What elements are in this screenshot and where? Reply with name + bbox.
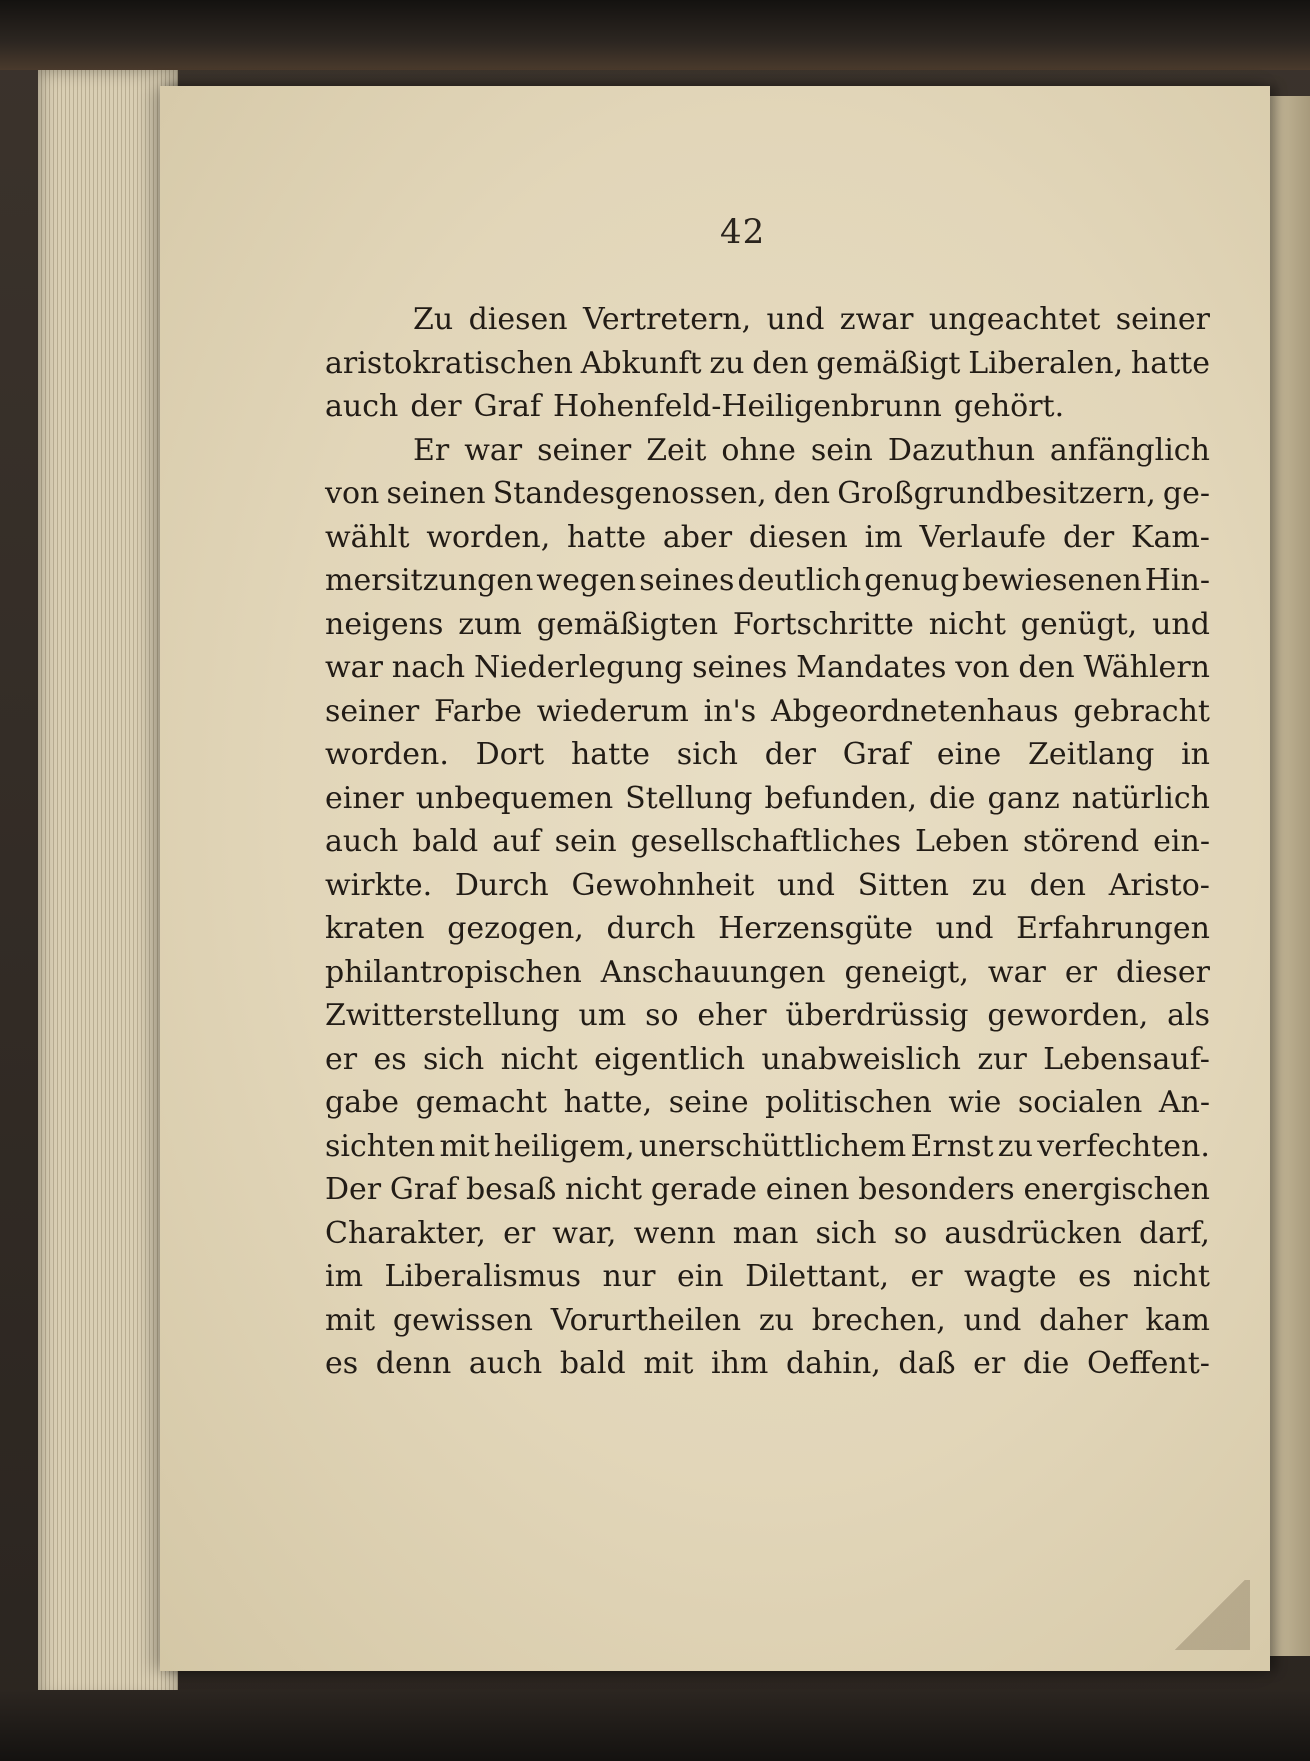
text-word: zu: [971, 867, 1007, 903]
text-word: dahin,: [785, 1346, 881, 1381]
text-word: Anschauungen: [600, 954, 826, 990]
text-word: eine: [936, 737, 1002, 772]
text-word: der: [410, 389, 462, 424]
text-word: daher: [1039, 1302, 1128, 1338]
text-word: so: [893, 1215, 928, 1251]
text-word: wegen: [536, 563, 637, 598]
text-word: störend: [1023, 824, 1140, 859]
text-word: Ernst: [910, 1128, 994, 1164]
text-word: den: [773, 476, 831, 511]
text-word: ungeachtet: [928, 302, 1101, 337]
text-word: mit: [643, 1346, 694, 1381]
text-line: [325, 429, 1210, 473]
text-word: gemäßigt: [816, 345, 961, 381]
text-word: im: [864, 519, 903, 555]
text-word: hatte,: [563, 1085, 653, 1120]
text-word: Zwitterstellung: [325, 998, 560, 1033]
text-word: es: [1078, 1259, 1112, 1294]
text-word: er: [973, 1346, 1006, 1381]
text-word: auch: [325, 824, 399, 859]
text-word: Standesgenossen,: [492, 476, 767, 511]
text-word: seines: [639, 563, 735, 598]
text-word: Graf: [842, 737, 911, 772]
text-line: [325, 951, 1210, 995]
text-word: bald: [559, 1346, 626, 1381]
text-line: [325, 516, 1210, 560]
text-word: es: [373, 1041, 407, 1077]
text-line: [325, 777, 1210, 821]
text-word: denn: [375, 1346, 452, 1381]
text-word: besaß: [465, 1172, 557, 1207]
text-word: in's: [703, 693, 757, 729]
text-word: gehört.: [953, 389, 1065, 424]
text-word: man: [732, 1215, 799, 1251]
text-word: unerschüttlichem: [639, 1128, 907, 1164]
text-word: er: [910, 1259, 943, 1294]
text-word: Großgrundbesitzern,: [837, 476, 1156, 511]
text-word: den: [1018, 650, 1075, 685]
text-word: der: [764, 737, 816, 772]
text-word: Verlaufe: [919, 519, 1047, 555]
text-word: Hohenfeld-Heiligenbrunn: [552, 389, 942, 424]
text-word: wiederum: [536, 693, 689, 729]
text-word: die: [928, 780, 976, 816]
text-line: [325, 733, 1210, 777]
text-word: gemacht: [415, 1085, 548, 1120]
text-word: eigentlich: [594, 1041, 746, 1077]
text-word: sein: [554, 824, 617, 859]
text-word: natürlich: [1071, 780, 1210, 816]
text-word: hatte: [1130, 345, 1210, 381]
text-word: nicht: [500, 1041, 578, 1077]
text-word: An-: [1158, 1085, 1210, 1120]
text-word: Graf: [473, 389, 541, 424]
text-word: seiner: [537, 432, 632, 468]
text-word: zum: [458, 606, 522, 642]
text-word: von: [325, 476, 380, 511]
text-word: seinen: [386, 476, 486, 511]
text-line: [325, 1255, 1210, 1299]
text-word: auch: [325, 389, 399, 424]
text-word: den: [1029, 867, 1086, 903]
text-word: hatte: [567, 519, 647, 555]
text-word: politischen: [765, 1085, 932, 1120]
text-word: Dilettant,: [745, 1259, 889, 1294]
text-word: gesellschaftliches: [630, 824, 902, 859]
text-word: nach: [391, 650, 466, 685]
text-word: Zeit: [646, 432, 707, 468]
text-word: sich: [815, 1215, 877, 1251]
text-word: Herzensgüte: [718, 911, 913, 946]
text-word: Abgeordnetenhaus: [771, 693, 1059, 729]
text-word: ein: [676, 1259, 724, 1294]
text-word: daß: [898, 1346, 956, 1381]
book-cover-bottom: [0, 1690, 1310, 1761]
text-word: philantropischen: [325, 954, 582, 990]
text-word: sich: [676, 737, 738, 772]
text-word: Charakter,: [325, 1215, 486, 1251]
text-word: darf,: [1138, 1215, 1210, 1251]
book-cover-top: [0, 0, 1310, 70]
text-word: Gewohnheit: [571, 867, 755, 903]
text-line: [325, 907, 1210, 951]
body-text: [325, 298, 1210, 1386]
text-word: Zeitlang: [1028, 737, 1155, 772]
text-word: er: [1064, 954, 1097, 990]
text-word: und: [766, 302, 825, 337]
text-word: Vertretern,: [582, 302, 752, 337]
text-word: sich: [423, 1041, 485, 1077]
text-word: bald: [412, 824, 479, 859]
text-word: ihm: [711, 1346, 769, 1381]
text-word: gewissen: [392, 1302, 533, 1338]
text-line: [325, 298, 1210, 342]
text-word: Er: [413, 432, 450, 468]
text-word: zu: [997, 1128, 1033, 1164]
text-word: Farbe: [433, 693, 522, 729]
text-line: [325, 1081, 1210, 1125]
text-word: Graf: [389, 1172, 458, 1207]
text-word: Durch: [454, 867, 549, 903]
text-word: Der: [325, 1172, 382, 1207]
text-word: nicht: [928, 606, 1006, 642]
text-word: der: [1062, 519, 1115, 555]
text-word: auf: [492, 824, 541, 859]
text-line: [325, 1038, 1210, 1082]
text-word: zu: [709, 345, 745, 381]
text-word: wirkte.: [325, 867, 433, 903]
text-line: [325, 646, 1210, 690]
text-word: wagte: [964, 1259, 1057, 1294]
text-word: einen: [765, 1172, 850, 1207]
text-word: Liberalen,: [968, 345, 1124, 381]
text-word: Fortschritte: [732, 606, 914, 642]
page-stack-left: [38, 70, 178, 1700]
page-number: 42: [720, 212, 766, 252]
text-line: [325, 1299, 1210, 1343]
text-word: sein: [810, 432, 873, 468]
text-word: socialen: [1017, 1085, 1143, 1120]
text-word: geneigt,: [844, 954, 969, 990]
text-word: durch: [606, 911, 696, 946]
text-word: war,: [552, 1215, 617, 1251]
text-line: [325, 342, 1210, 386]
text-word: geworden,: [987, 998, 1149, 1033]
text-word: sichten: [325, 1128, 436, 1164]
text-word: Dort: [475, 737, 545, 772]
text-word: Stellung: [625, 780, 753, 816]
text-line: [325, 864, 1210, 908]
text-word: und: [963, 1302, 1022, 1338]
text-word: gemäßigten: [536, 606, 719, 642]
text-word: Erfahrungen: [1016, 911, 1210, 946]
text-word: Hin-: [1144, 563, 1210, 598]
text-line: [325, 385, 1210, 429]
text-line: [325, 994, 1210, 1038]
text-line: [325, 559, 1210, 603]
text-word: Lebensauf-: [1043, 1041, 1210, 1077]
text-word: seines: [692, 650, 788, 685]
text-word: einer: [325, 780, 404, 816]
text-word: dieser: [1115, 954, 1210, 990]
text-word: seiner: [1115, 302, 1210, 337]
text-word: genügt,: [1020, 606, 1138, 642]
text-word: wählt: [325, 519, 410, 555]
text-word: als: [1167, 998, 1210, 1033]
text-word: in: [1181, 737, 1210, 772]
text-word: wie: [948, 1085, 1002, 1120]
text-word: diesen: [468, 302, 568, 337]
text-word: deutlich: [737, 563, 862, 598]
text-word: die: [1022, 1346, 1070, 1381]
text-word: zur: [977, 1041, 1027, 1077]
text-line: [325, 603, 1210, 647]
text-word: heiligem,: [493, 1128, 635, 1164]
text-word: Mandates: [796, 650, 947, 685]
text-word: mit: [439, 1128, 490, 1164]
text-line: [325, 472, 1210, 516]
text-word: er: [325, 1041, 358, 1077]
text-word: Dazuthun: [887, 432, 1035, 468]
text-word: gerade: [650, 1172, 757, 1207]
text-word: Aristo-: [1108, 867, 1210, 903]
text-word: Zu: [413, 302, 454, 337]
text-word: aber: [662, 519, 733, 555]
text-word: aristokratischen: [325, 345, 573, 381]
text-word: energischen: [1023, 1172, 1210, 1207]
text-word: worden,: [426, 519, 551, 555]
text-word: seine: [668, 1085, 749, 1120]
text-word: verfechten.: [1037, 1128, 1210, 1164]
text-word: war: [987, 954, 1046, 990]
text-line: [325, 1125, 1210, 1169]
text-word: mersitzungen: [325, 563, 534, 598]
text-word: anfänglich: [1049, 432, 1210, 468]
text-word: zu: [758, 1302, 794, 1338]
text-word: Leben: [915, 824, 1009, 859]
text-word: und: [777, 867, 835, 903]
text-word: er: [503, 1215, 536, 1251]
text-word: und: [935, 911, 994, 946]
text-word: gezogen,: [447, 911, 584, 946]
text-word: es: [325, 1346, 359, 1381]
text-word: den: [752, 345, 809, 381]
text-word: und: [1152, 606, 1210, 642]
text-word: besonders: [858, 1172, 1015, 1207]
text-word: ein-: [1153, 824, 1210, 859]
text-word: Wählern: [1083, 650, 1210, 685]
text-word: brechen,: [811, 1302, 946, 1338]
text-word: um: [578, 998, 627, 1033]
text-word: nur: [602, 1259, 656, 1294]
text-line: [325, 1212, 1210, 1256]
text-line: [325, 820, 1210, 864]
text-word: Kam-: [1131, 519, 1210, 555]
text-word: kraten: [325, 911, 425, 946]
text-word: mit: [325, 1302, 376, 1338]
text-word: diesen: [748, 519, 848, 555]
text-word: Oeffent-: [1086, 1346, 1210, 1381]
text-word: kam: [1145, 1302, 1210, 1338]
text-word: Abkunft: [580, 345, 702, 381]
text-word: war: [325, 650, 383, 685]
text-word: nicht: [1132, 1259, 1210, 1294]
text-word: auch: [468, 1346, 543, 1381]
text-word: von: [955, 650, 1010, 685]
text-word: überdrüssig: [785, 998, 969, 1033]
text-word: gabe: [325, 1085, 400, 1120]
text-word: ganz: [987, 780, 1060, 816]
text-line: [325, 1342, 1210, 1386]
text-word: zwar: [839, 302, 914, 337]
text-word: neigens: [325, 606, 444, 642]
text-word: bewiesenen: [962, 563, 1142, 598]
text-word: ohne: [721, 432, 796, 468]
text-word: worden.: [325, 737, 449, 772]
text-line: [325, 690, 1210, 734]
text-word: ge-: [1162, 476, 1210, 511]
text-word: im: [325, 1259, 364, 1294]
text-word: so: [645, 998, 679, 1033]
text-word: unbequemen: [415, 780, 614, 816]
text-word: Niederlegung: [473, 650, 684, 685]
text-line: [325, 1168, 1210, 1212]
text-word: Vorurtheilen: [550, 1302, 742, 1338]
text-word: Sitten: [857, 867, 950, 903]
text-word: ausdrücken: [944, 1215, 1122, 1251]
text-word: unabweislich: [761, 1041, 961, 1077]
text-word: gebracht: [1073, 693, 1210, 729]
text-word: genug: [864, 563, 960, 598]
text-word: eher: [697, 998, 767, 1033]
text-word: seiner: [325, 693, 420, 729]
page-corner-fold: [1170, 1580, 1250, 1650]
text-word: hatte: [570, 737, 651, 772]
text-word: war: [464, 432, 523, 468]
text-word: Liberalismus: [384, 1259, 581, 1294]
text-word: nicht: [564, 1172, 643, 1207]
text-word: befunden,: [764, 780, 918, 816]
text-word: wenn: [633, 1215, 716, 1251]
